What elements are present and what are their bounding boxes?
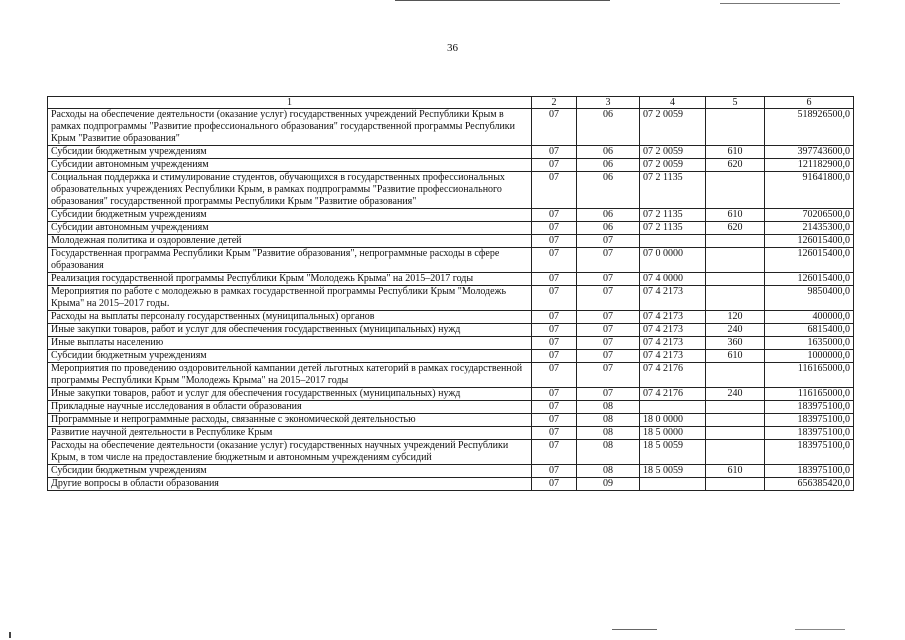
row-expense-type-cell [706, 109, 765, 146]
table-row [48, 478, 854, 491]
row-target-article-cell: 07 4 2173 [640, 324, 706, 337]
row-expense-type-cell: 240 [706, 324, 765, 337]
row-expense-type-cell: 240 [706, 388, 765, 401]
row-expense-type-cell [706, 478, 765, 491]
row-name-cell: Иные закупки товаров, работ и услуг для обеспечения государственных (муниципальных) нужд [48, 388, 532, 401]
row-subsection-cell: 08 [577, 465, 640, 478]
table-row [48, 286, 854, 311]
row-expense-type-cell [706, 235, 765, 248]
row-section-cell: 07 [532, 337, 577, 350]
row-target-article-cell: 07 4 2173 [640, 350, 706, 363]
row-expense-type-cell: 610 [706, 146, 765, 159]
row-amount-cell: 183975100,0 [765, 414, 854, 427]
scan-mark [9, 632, 11, 638]
row-amount-cell: 126015400,0 [765, 248, 854, 273]
row-amount-cell: 21435300,0 [765, 222, 854, 235]
row-section-cell: 07 [532, 350, 577, 363]
row-name-cell: Мероприятия по проведению оздоровительной кампании детей льготных категорий в рамках государственной программы Республики Крым "Молодежь Крыма" на 2015–2017 годы [48, 363, 532, 388]
table-row [48, 337, 854, 350]
row-subsection-cell: 06 [577, 109, 640, 146]
scan-edge-line [612, 629, 657, 630]
row-amount-cell: 116165000,0 [765, 363, 854, 388]
row-target-article-cell: 07 4 2176 [640, 363, 706, 388]
row-target-article-cell: 07 2 0059 [640, 159, 706, 172]
row-target-article-cell: 07 2 0059 [640, 109, 706, 146]
row-name-cell: Субсидии автономным учреждениям [48, 222, 532, 235]
row-amount-cell: 121182900,0 [765, 159, 854, 172]
row-name-cell: Субсидии бюджетным учреждениям [48, 209, 532, 222]
row-section-cell: 07 [532, 222, 577, 235]
header-cell: 4 [640, 97, 706, 109]
table-row [48, 350, 854, 363]
row-amount-cell: 397743600,0 [765, 146, 854, 159]
row-section-cell: 07 [532, 235, 577, 248]
row-section-cell: 07 [532, 388, 577, 401]
table-row [48, 414, 854, 427]
row-section-cell: 07 [532, 286, 577, 311]
row-subsection-cell: 07 [577, 235, 640, 248]
table-row [48, 401, 854, 414]
header-cell: 1 [48, 97, 532, 109]
row-target-article-cell: 18 5 0000 [640, 427, 706, 440]
row-section-cell: 07 [532, 465, 577, 478]
row-subsection-cell: 09 [577, 478, 640, 491]
row-name-cell: Субсидии автономным учреждениям [48, 159, 532, 172]
row-subsection-cell: 07 [577, 286, 640, 311]
row-expense-type-cell [706, 248, 765, 273]
row-expense-type-cell [706, 273, 765, 286]
row-amount-cell: 126015400,0 [765, 235, 854, 248]
row-section-cell: 07 [532, 414, 577, 427]
row-subsection-cell: 08 [577, 401, 640, 414]
row-name-cell: Развитие научной деятельности в Республике Крым [48, 427, 532, 440]
row-target-article-cell: 07 0 0000 [640, 248, 706, 273]
row-target-article-cell: 18 5 0059 [640, 440, 706, 465]
row-subsection-cell: 06 [577, 209, 640, 222]
row-target-article-cell: 07 4 2176 [640, 388, 706, 401]
row-name-cell: Расходы на обеспечение деятельности (оказание услуг) государственных научных учреждений Республики Крым, в том числе на предоставление бюджетным и автономным учреждениям субсидий [48, 440, 532, 465]
row-section-cell: 07 [532, 109, 577, 146]
row-expense-type-cell: 120 [706, 311, 765, 324]
row-name-cell: Расходы на выплаты персоналу государственных (муниципальных) органов [48, 311, 532, 324]
row-expense-type-cell [706, 172, 765, 209]
row-amount-cell: 126015400,0 [765, 273, 854, 286]
row-target-article-cell: 07 4 2173 [640, 311, 706, 324]
row-subsection-cell: 06 [577, 222, 640, 235]
table-row [48, 440, 854, 465]
row-section-cell: 07 [532, 311, 577, 324]
row-target-article-cell: 07 2 1135 [640, 209, 706, 222]
row-section-cell: 07 [532, 478, 577, 491]
row-target-article-cell: 07 2 1135 [640, 172, 706, 209]
row-name-cell: Государственная программа Республики Крым "Развитие образования", непрограммные расходы в сфере образования [48, 248, 532, 273]
row-name-cell: Другие вопросы в области образования [48, 478, 532, 491]
row-target-article-cell: 07 2 1135 [640, 222, 706, 235]
row-expense-type-cell [706, 440, 765, 465]
row-target-article-cell: 07 4 2173 [640, 337, 706, 350]
row-name-cell: Программные и непрограммные расходы, связанные с экономической деятельностью [48, 414, 532, 427]
row-subsection-cell: 07 [577, 350, 640, 363]
header-cell: 6 [765, 97, 854, 109]
row-name-cell: Иные закупки товаров, работ и услуг для обеспечения государственных (муниципальных) нужд [48, 324, 532, 337]
row-subsection-cell: 07 [577, 324, 640, 337]
row-expense-type-cell [706, 363, 765, 388]
row-section-cell: 07 [532, 440, 577, 465]
row-target-article-cell [640, 235, 706, 248]
header-cell: 3 [577, 97, 640, 109]
row-amount-cell: 656385420,0 [765, 478, 854, 491]
table-row [48, 172, 854, 209]
table-row [48, 324, 854, 337]
row-subsection-cell: 08 [577, 427, 640, 440]
table-row [48, 146, 854, 159]
row-section-cell: 07 [532, 146, 577, 159]
row-section-cell: 07 [532, 159, 577, 172]
row-expense-type-cell [706, 427, 765, 440]
row-name-cell: Социальная поддержка и стимулирование студентов, обучающихся в государственных профессиональных образовательных учреждениях Республики Крым, в рамках подпрограммы "Развитие профессионального образования" государственной программы Республики Крым "Развитие образования" [48, 172, 532, 209]
row-target-article-cell: 07 4 0000 [640, 273, 706, 286]
row-name-cell: Иные выплаты населению [48, 337, 532, 350]
row-name-cell: Субсидии бюджетным учреждениям [48, 350, 532, 363]
row-subsection-cell: 07 [577, 337, 640, 350]
row-subsection-cell: 06 [577, 159, 640, 172]
row-section-cell: 07 [532, 324, 577, 337]
row-amount-cell: 1635000,0 [765, 337, 854, 350]
row-section-cell: 07 [532, 273, 577, 286]
row-amount-cell: 183975100,0 [765, 401, 854, 414]
row-section-cell: 07 [532, 209, 577, 222]
table-row [48, 235, 854, 248]
row-subsection-cell: 07 [577, 273, 640, 286]
row-section-cell: 07 [532, 363, 577, 388]
row-amount-cell: 91641800,0 [765, 172, 854, 209]
row-name-cell: Прикладные научные исследования в области образования [48, 401, 532, 414]
table-header-row [48, 97, 854, 109]
row-amount-cell: 116165000,0 [765, 388, 854, 401]
row-target-article-cell [640, 478, 706, 491]
row-subsection-cell: 07 [577, 248, 640, 273]
row-amount-cell: 70206500,0 [765, 209, 854, 222]
table-row [48, 273, 854, 286]
row-subsection-cell: 07 [577, 363, 640, 388]
row-subsection-cell: 06 [577, 146, 640, 159]
header-cell: 5 [706, 97, 765, 109]
row-expense-type-cell: 610 [706, 350, 765, 363]
row-section-cell: 07 [532, 427, 577, 440]
row-subsection-cell: 06 [577, 172, 640, 209]
table-row [48, 248, 854, 273]
table-row [48, 465, 854, 478]
row-expense-type-cell: 610 [706, 209, 765, 222]
row-target-article-cell: 18 0 0000 [640, 414, 706, 427]
row-amount-cell: 183975100,0 [765, 440, 854, 465]
row-amount-cell: 183975100,0 [765, 465, 854, 478]
row-expense-type-cell: 610 [706, 465, 765, 478]
row-name-cell: Расходы на обеспечение деятельности (оказание услуг) государственных учреждений Республики Крым в рамках подпрограммы "Развитие профессионального образования" государственной программы Республики Крым "Развитие образования" [48, 109, 532, 146]
row-subsection-cell: 07 [577, 311, 640, 324]
row-target-article-cell: 07 4 2173 [640, 286, 706, 311]
row-subsection-cell: 07 [577, 388, 640, 401]
row-section-cell: 07 [532, 401, 577, 414]
row-amount-cell: 1000000,0 [765, 350, 854, 363]
row-amount-cell: 183975100,0 [765, 427, 854, 440]
budget-table [47, 96, 854, 491]
row-expense-type-cell: 360 [706, 337, 765, 350]
row-section-cell: 07 [532, 248, 577, 273]
row-expense-type-cell [706, 286, 765, 311]
row-name-cell: Субсидии бюджетным учреждениям [48, 146, 532, 159]
row-expense-type-cell [706, 401, 765, 414]
table-row [48, 363, 854, 388]
row-expense-type-cell: 620 [706, 159, 765, 172]
table-row [48, 427, 854, 440]
row-expense-type-cell [706, 414, 765, 427]
row-subsection-cell: 08 [577, 414, 640, 427]
row-target-article-cell: 07 2 0059 [640, 146, 706, 159]
table-row [48, 311, 854, 324]
row-amount-cell: 400000,0 [765, 311, 854, 324]
table-row [48, 388, 854, 401]
row-amount-cell: 518926500,0 [765, 109, 854, 146]
row-name-cell: Мероприятия по работе с молодежью в рамках государственной программы Республики Крым "Молодежь Крыма" на 2015–2017 годы. [48, 286, 532, 311]
table-row [48, 209, 854, 222]
row-target-article-cell [640, 401, 706, 414]
row-name-cell: Молодежная политика и оздоровление детей [48, 235, 532, 248]
row-amount-cell: 6815400,0 [765, 324, 854, 337]
header-cell: 2 [532, 97, 577, 109]
row-name-cell: Реализация государственной программы Республики Крым "Молодежь Крыма" на 2015–2017 годы [48, 273, 532, 286]
scan-edge-line [720, 3, 840, 4]
row-section-cell: 07 [532, 172, 577, 209]
row-name-cell: Субсидии бюджетным учреждениям [48, 465, 532, 478]
row-expense-type-cell: 620 [706, 222, 765, 235]
scan-edge-line [795, 629, 845, 630]
table-row [48, 222, 854, 235]
row-amount-cell: 9850400,0 [765, 286, 854, 311]
table-row [48, 159, 854, 172]
row-subsection-cell: 08 [577, 440, 640, 465]
page-number: 36 [447, 42, 458, 54]
row-target-article-cell: 18 5 0059 [640, 465, 706, 478]
scan-edge-line [395, 0, 610, 1]
table-row [48, 109, 854, 146]
